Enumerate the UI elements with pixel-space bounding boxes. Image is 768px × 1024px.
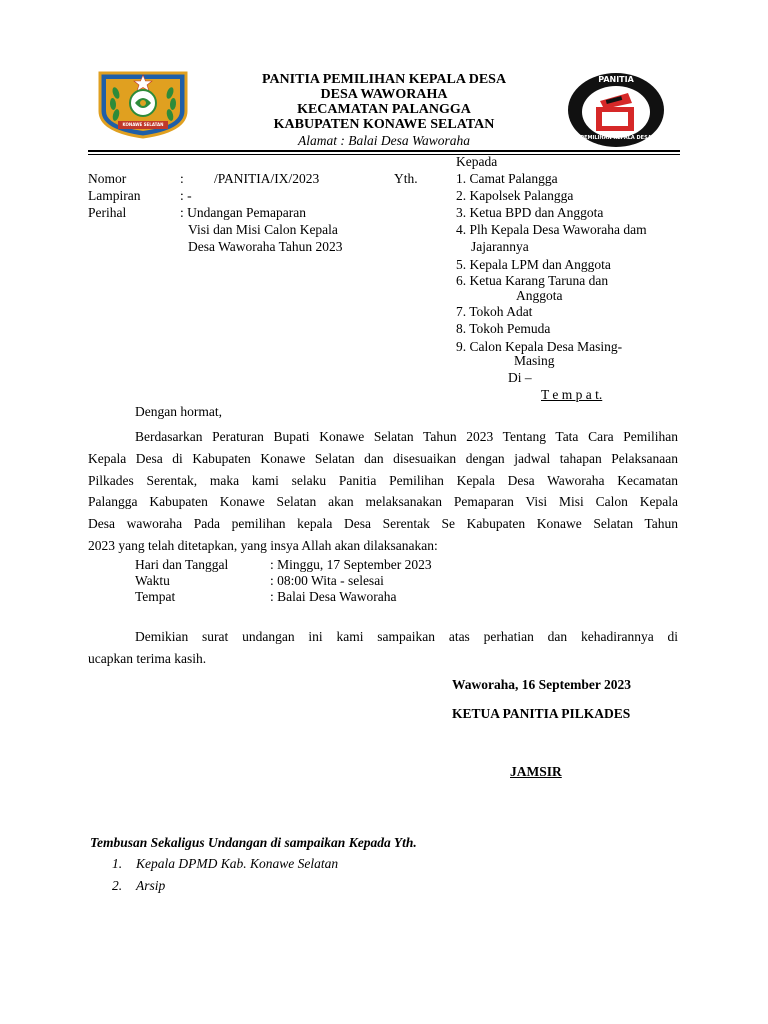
main-paragraph — [88, 426, 678, 557]
detail-label-place: Tempat — [135, 589, 176, 604]
cc-item-text: Arsip — [136, 878, 166, 893]
nomor-label: Nomor — [88, 171, 127, 186]
cc-item-number: 2. — [112, 878, 123, 893]
detail-label-time: Waktu — [135, 573, 170, 588]
lampiran-label: Lampiran — [88, 188, 141, 203]
di-label: Di – — [508, 370, 532, 385]
committee-title: PANITIA PEMILIHAN KEPALA DESA — [261, 72, 507, 87]
recipient-item: 3. Ketua BPD dan Anggota — [456, 205, 604, 220]
perihal-label: Perihal — [88, 205, 127, 220]
village-title: DESA WAWORAHA — [320, 87, 448, 102]
kepada-label: Kepada — [456, 154, 498, 169]
place-date: Waworaha, 16 September 2023 — [452, 677, 631, 692]
header-rule-thin — [88, 154, 680, 155]
paragraph-line: Pilkades Serentak, maka kami selaku Panitia Pemilihan Kepala Desa Waworaha Kecamatan — [88, 472, 678, 488]
yth-label: Yth. — [394, 171, 418, 186]
recipient-item: 6. Ketua Karang Taruna dan — [456, 273, 609, 288]
left-logo-ribbon-text: KONAWE SELATAN — [122, 122, 164, 127]
paragraph-line: Palangga Kabupaten Konawe Selatan akan melaksanakan Pemaparan Visi Misi Calon Kepala — [88, 494, 678, 510]
paragraph-line: ucapkan terima kasih. — [88, 650, 207, 666]
paragraph-line: 2023 yang telah ditetapkan, yang insya Allah akan dilaksanakan: — [88, 537, 438, 553]
signatory-name: JAMSIR — [510, 764, 562, 779]
recipient-item: 7. Tokoh Adat — [456, 304, 533, 319]
lampiran-value: : - — [180, 188, 192, 203]
cc-item-number: 1. — [112, 856, 123, 871]
recipient-item: 8. Tokoh Pemuda — [456, 321, 551, 336]
perihal-value-1: : Undangan Pemaparan — [180, 205, 306, 220]
tempat-label: T e m p a t. — [541, 387, 603, 402]
recipient-item: 2. Kapolsek Palangga — [456, 188, 574, 203]
perihal-value-3: Desa Waworaha Tahun 2023 — [188, 239, 343, 254]
closing-paragraph — [88, 626, 678, 670]
cc-heading: Tembusan Sekaligus Undangan di sampaikan Kepada Yth. — [90, 835, 417, 850]
paragraph-line: Demikian surat undangan ini kami sampaikan atas perhatian dan kehadirannya di — [135, 629, 678, 644]
detail-label-date: Hari dan Tanggal — [135, 557, 229, 572]
perihal-value-2: Visi dan Misi Calon Kepala — [188, 222, 338, 237]
paragraph-line: Desa waworaha Pada pemilihan kepala Desa Serentak Se Kabupaten Konawe Selatan Tahun — [88, 516, 678, 532]
recipient-item: 9. Calon Kepala Desa Masing- — [456, 339, 623, 354]
detail-value-date: : Minggu, 17 September 2023 — [270, 557, 432, 572]
regency-title: KABUPATEN KONAWE SELATAN — [273, 117, 495, 132]
recipient-item: 1. Camat Palangga — [456, 171, 558, 186]
right-logo-ring-text: PEMILIHAN KEPALA DESA — [580, 135, 652, 141]
cc-item-text: Kepala DPMD Kab. Konawe Selatan — [136, 856, 339, 871]
recipient-item: 5. Kepala LPM dan Anggota — [456, 257, 611, 272]
recipient-item-continuation: Jajarannya — [471, 239, 529, 254]
nomor-value: /PANITIA/IX/2023 — [214, 171, 320, 186]
district-title: KECAMATAN PALANGGA — [297, 102, 471, 117]
signatory-position: KETUA PANITIA PILKADES — [452, 706, 631, 721]
nomor-separator: : — [180, 171, 184, 186]
paragraph-line: Kepala Desa di Kabupaten Konawe Selatan dan disesuaikan dengan jadwal tahapan Pelaksanaan — [88, 450, 678, 466]
greeting: Dengan hormat, — [135, 404, 222, 419]
address-line: Alamat : Balai Desa Waworaha — [298, 133, 470, 148]
detail-value-time: : 08:00 Wita - selesai — [270, 573, 384, 588]
recipient-item: 4. Plh Kepala Desa Waworaha dam — [456, 222, 647, 237]
right-logo-top-text: PANITIA — [598, 75, 634, 84]
paragraph-line: Berdasarkan Peraturan Bupati Konawe Selatan Tahun 2023 Tentang Tata Cara Pemilihan — [135, 429, 678, 444]
recipient-item-continuation: Anggota — [516, 288, 563, 303]
header-rule-thick — [88, 150, 680, 152]
detail-value-place: : Balai Desa Waworaha — [270, 589, 397, 604]
recipient-item-continuation: Masing — [514, 353, 555, 368]
